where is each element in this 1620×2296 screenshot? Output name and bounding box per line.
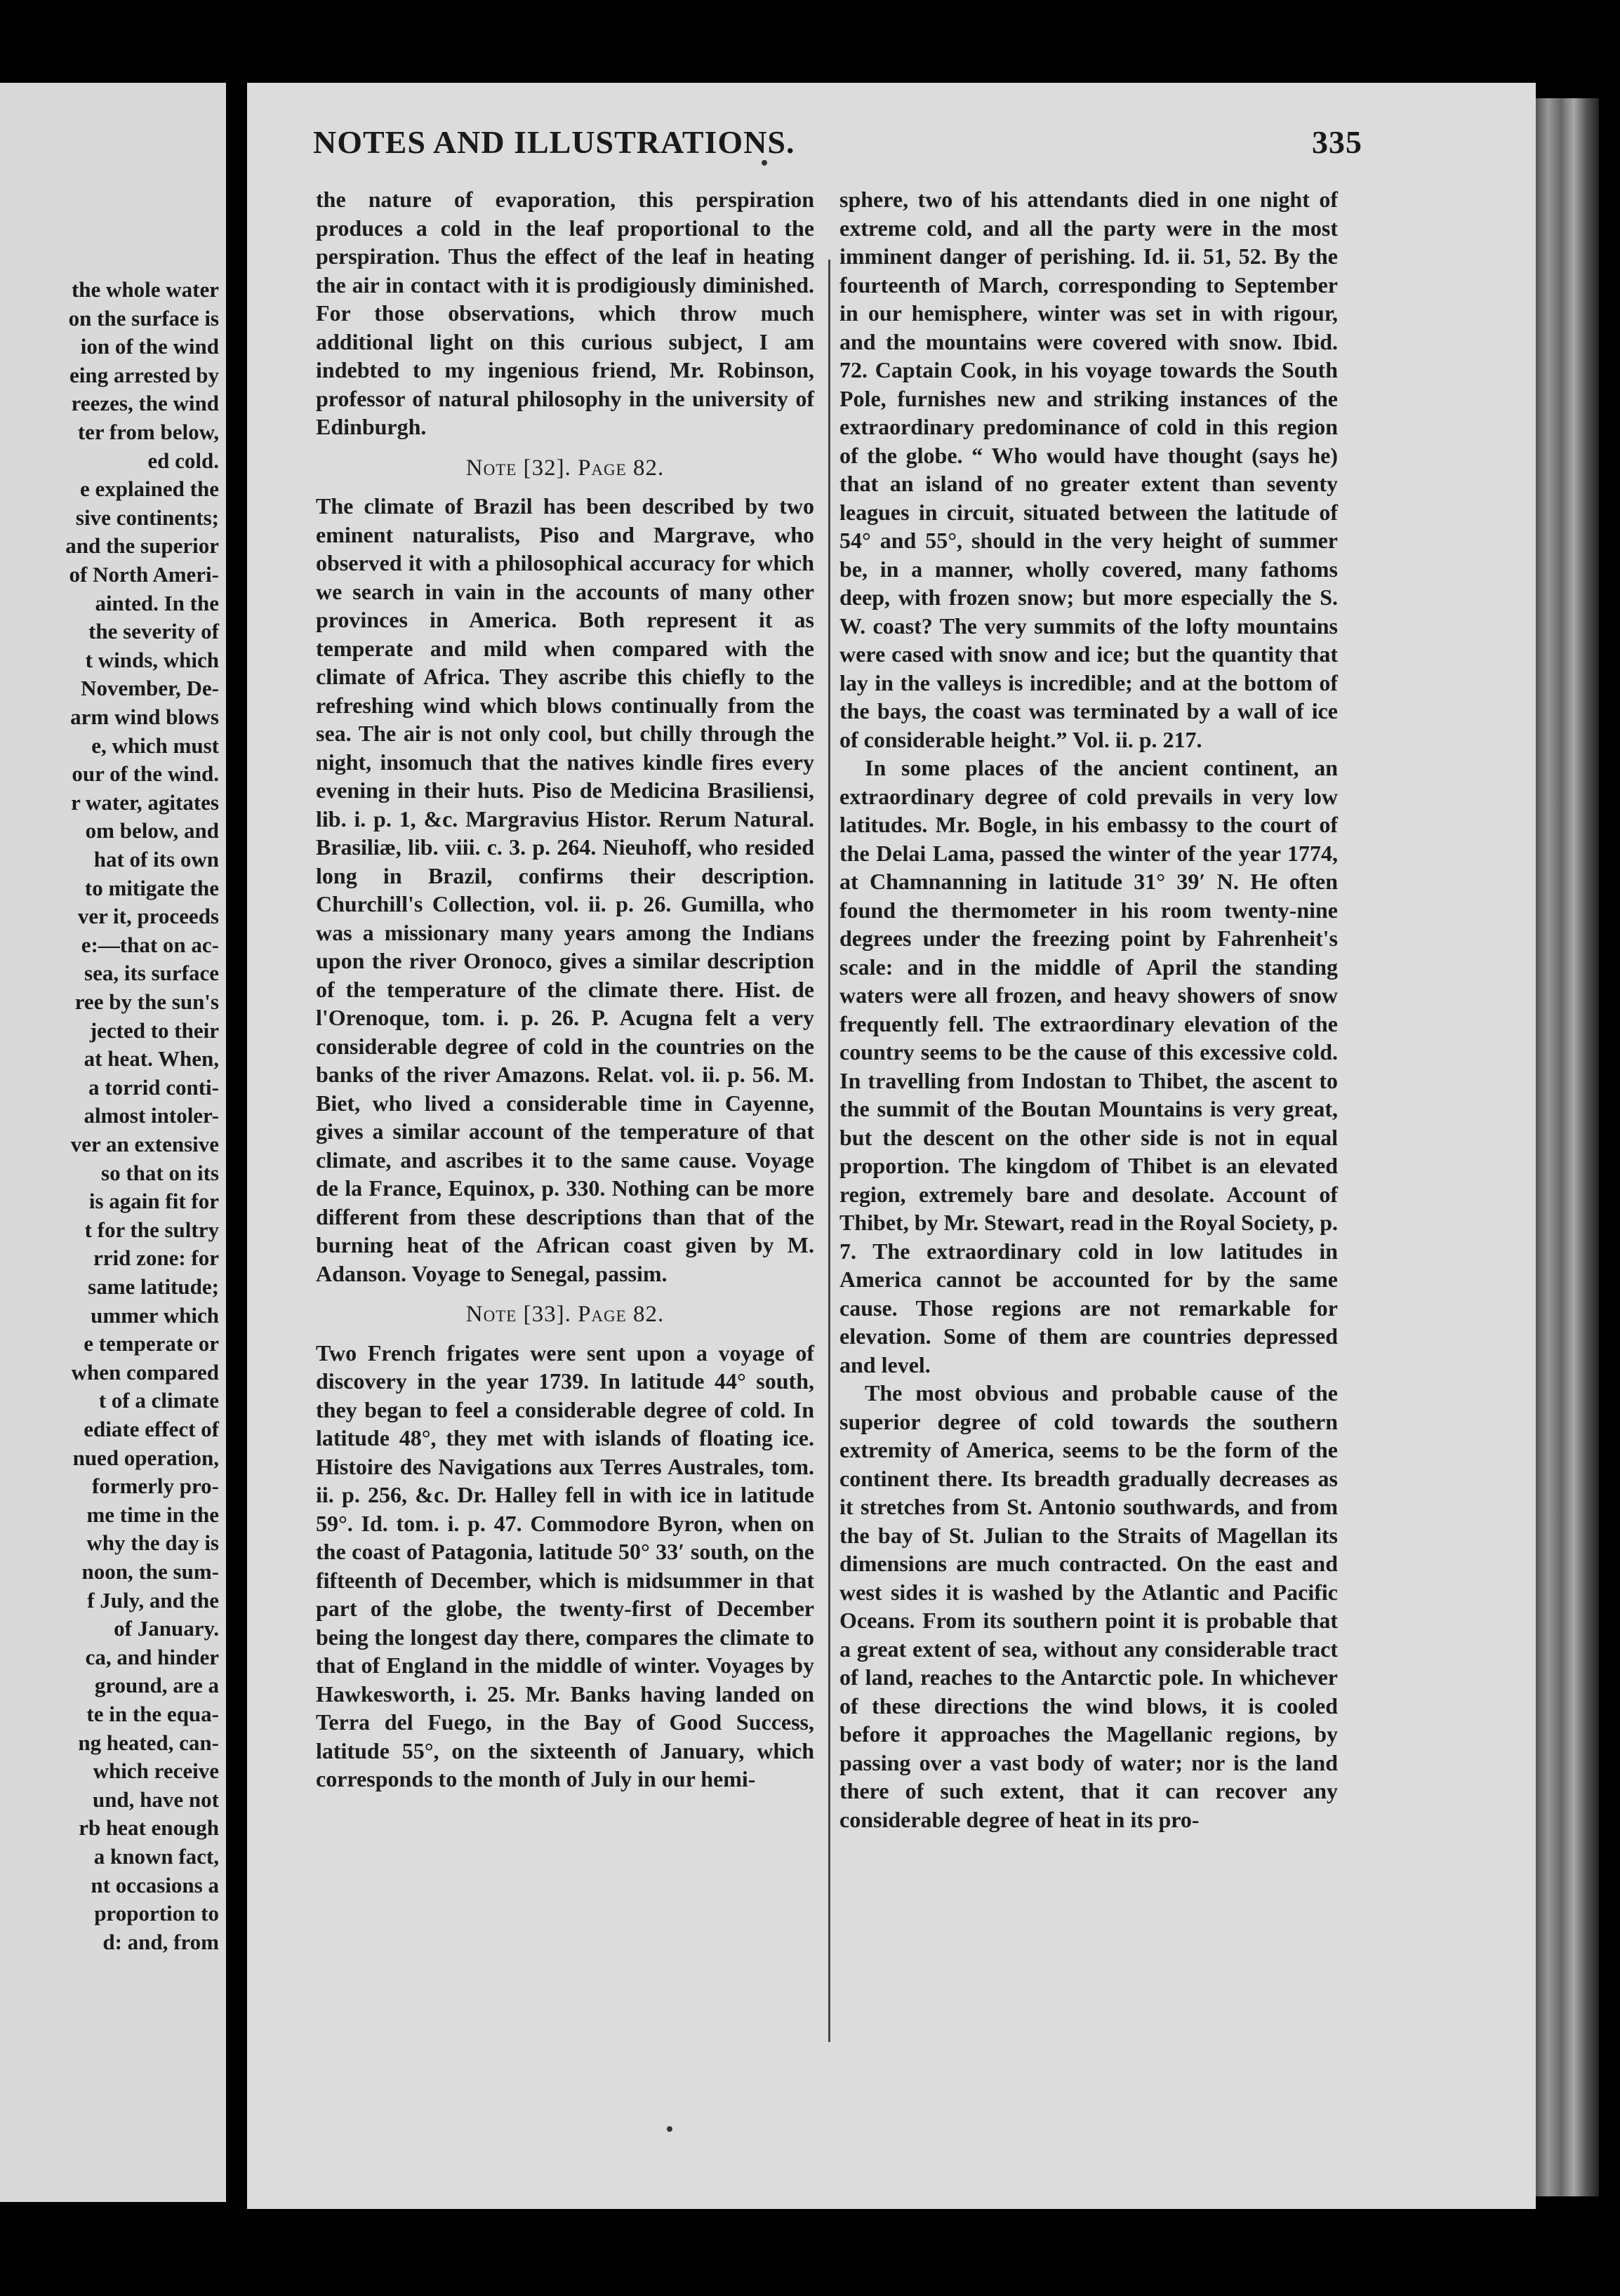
- left-page-line: on the surface is: [68, 305, 219, 331]
- left-page-line: to mitigate the: [84, 875, 219, 900]
- left-page-line: t for the sultry: [84, 1217, 219, 1242]
- left-page-line: d: and, from: [102, 1929, 219, 1954]
- left-page-line: e explained the: [79, 476, 219, 502]
- note-heading: Note [33]. Page 82.: [465, 1302, 665, 1327]
- left-page-edge: [0, 83, 226, 2202]
- left-page-line: which receive: [93, 1758, 219, 1784]
- left-page-line: nt occasions a: [91, 1872, 219, 1897]
- left-page-line: formerly pro-: [91, 1474, 219, 1499]
- left-page-line: ummer which: [91, 1302, 219, 1328]
- page-stack-edge: [1536, 98, 1599, 2196]
- column-rule: [828, 260, 830, 2042]
- left-page-line: proportion to: [94, 1901, 219, 1926]
- left-page-line: f July, and the: [87, 1587, 219, 1613]
- paragraph: The most obvious and probable cause of the superior degree of cold towards the southern extremity of America, seems to be the form of the continent there. Its breadth gradually decreases as it stretches from St. Antonio southwards, and from the bay of St. Julian to the Straits of Magellan its dimensions are much contracted. On the east and west sides it is washed by the Atlantic and Pacific Oceans. From its southern point it is probable that a great extent of sea, without any considerable tract of land, reaches to the Antarctic pole. In whichever of these directions the wind blows, it is cooled before it approaches the Magellanic regions, by passing over a vast body of water; nor is the land there of such extent, that it can recover any considerable degree of heat in its pro-: [839, 1380, 1338, 1832]
- left-page-line: why the day is: [86, 1530, 219, 1556]
- left-page-line: eing arrested by: [69, 362, 219, 387]
- left-page-line: ver an extensive: [70, 1132, 219, 1156]
- left-page-line: t winds, which: [85, 647, 219, 672]
- left-page-line: almost intoler-: [84, 1103, 219, 1128]
- left-page-line: the severity of: [88, 619, 219, 644]
- ink-dot: [762, 160, 767, 166]
- left-page-line: r water, agitates: [71, 789, 219, 815]
- left-page-line: our of the wind.: [72, 761, 219, 787]
- paragraph: sphere, two of his attendants died in one night of extreme cold, and all the party were in the most imminent danger of perishing. Id. ii. 51, 52. By the fourteenth of March, corresponding to September in our hemisphere, winter was set in with rigour, and the mountains were covered with snow. Ibid. 72. Captain Cook, in his voyage towards the South Pole, furnishes new and striking instances of the extraordinary predominance of cold in this region of the globe. “ Who would have thought (says he) that an island of no greater extent than seventy leagues in circuit, situated between the latitude of 54° and 55°, should in the very height of summer be, in a manner, wholly covered, many fathoms deep, with frozen snow; but more especially the S. W. coast? The very summits of the lofty mountains were cased with snow and ice; but the quantity that lay in the valleys is incredible; and at the bottom of the bays, the coast was terminated by a wall of ice of considerable height.” Vol. ii. p. 217.: [839, 187, 1338, 752]
- left-page-line: of North Ameri-: [69, 562, 219, 587]
- running-head-title: NOTES AND ILLUSTRATIONS.: [313, 124, 795, 160]
- left-page-line: ion of the wind: [80, 334, 219, 359]
- page-number: 335: [1312, 124, 1362, 160]
- left-page-line: jected to their: [89, 1017, 219, 1043]
- left-page-line: a known fact,: [93, 1844, 219, 1869]
- left-page-line: ver it, proceeds: [77, 904, 219, 929]
- left-page-line: nued operation,: [72, 1445, 219, 1470]
- ink-dot: [667, 2126, 672, 2132]
- paragraph: the nature of evaporation, this perspiration produces a cold in the leaf proportional to the perspiration. Thus the effect of the leaf in heating the air in contact with it is prodigiously diminished. For those observations, which throw much additional light on this curious subject, I am indebted to my ingenious friend, Mr. Robinson, professor of natural philosophy in the university of Edinburgh.: [316, 187, 814, 439]
- left-page-line: and the superior: [65, 533, 219, 559]
- left-page-line: when compared: [71, 1359, 219, 1384]
- left-page-line: so that on its: [101, 1160, 219, 1185]
- left-page-line: rb heat enough: [79, 1815, 219, 1841]
- left-page-line: ainted. In the: [95, 590, 219, 615]
- left-page-line: e temperate or: [84, 1331, 219, 1356]
- left-page-line: November, De-: [81, 676, 219, 701]
- left-page-line: sea, its surface: [84, 961, 219, 986]
- left-page-line: und, have not: [92, 1787, 219, 1812]
- left-page-line: arm wind blows: [70, 705, 219, 729]
- text-column-left: [316, 185, 814, 1794]
- left-page-line: ree by the sun's: [74, 989, 219, 1014]
- left-page-line: ed cold.: [147, 448, 219, 473]
- left-page-line: reezes, the wind: [71, 391, 219, 416]
- left-page-line: is again fit for: [88, 1189, 219, 1214]
- left-page-line: me time in the: [86, 1502, 219, 1527]
- paragraph: The climate of Brazil has been described by two eminent naturalists, Piso and Margrave, who observed it with a philosophical accuracy for which we search in vain in the accounts of many other provinces in America. Both represent it as temperate and mild when compared with the climate of Africa. They ascribe this chiefly to the refreshing wind which blows continually from the sea. The air is not only cool, but chilly through the night, insomuch that the natives kindle fires every evening in their huts. Piso de Medicina Brasiliensi, lib. i. p. 1, &c. Margravius Histor. Rerum Natural. Brasiliæ, lib. viii. c. 3. p. 264. Nieuhoff, who resided long in Brazil, confirms their description. Churchill's Collection, vol. ii. p. 26. Gumilla, who was a missionary many years among the Indians upon the river Oronoco, gives a similar description of the temperature of the climate there. Hist. de l'Orenoque, tom. i. p. 26. P. Acugna felt a very considerable degree of cold in the countries on the banks of the river Amazons. Relat. vol. ii. p. 56. M. Biet, who lived a considerable time in Cayenne, gives a similar account of the temperature of that climate, and ascribes it to the same cause. Voyage de la France, Equinox, p. 330. Nothing can be more different from these descriptions than that of the burning heat of the African coast given by M. Adanson. Voyage to Senegal, passim.: [316, 493, 814, 1286]
- left-page-line: ground, are a: [94, 1673, 219, 1698]
- left-page-line: t of a climate: [98, 1388, 219, 1413]
- left-page-line: ng heated, can-: [78, 1730, 219, 1755]
- left-page-line: ediate effect of: [84, 1417, 219, 1441]
- left-page-line: sive continents;: [75, 505, 219, 530]
- left-page-line: ter from below,: [77, 420, 219, 444]
- paragraph: In some places of the ancient continent, an extraordinary degree of cold prevails in very low latitudes. Mr. Bogle, in his embassy to the court of the Delai Lama, passed the winter of the year 1774, at Chamnanning in latitude 31° 39′ N. He often found the thermometer in his room twenty-nine degrees under the freezing point by Fahrenheit's scale: and in the middle of April the standing waters were all frozen, and heavy showers of snow frequently fell. The extraordinary elevation of the country seems to be the cause of this excessive cold. In travelling from Indostan to Thibet, the ascent to the summit of the Boutan Mountains is very great, but the descent on the other side is not in equal proportion. The kingdom of Thibet is an elevated region, extremely bare and desolate. Account of Thibet, by Mr. Stewart, read in the Royal Society, p. 7. The extraordinary cold in low latitudes in America cannot be accounted for by the same cause. Those regions are not remarkable for elevation. Some of them are countries depressed and level.: [839, 755, 1338, 1377]
- left-page-line: rrid zone: for: [93, 1246, 219, 1271]
- left-page-line: same latitude;: [88, 1274, 219, 1299]
- text-column-right: [839, 185, 1338, 1834]
- left-page-line: noon, the sum-: [81, 1559, 219, 1584]
- left-page-line: om below, and: [85, 818, 219, 843]
- left-page-line: the whole water: [71, 277, 219, 302]
- left-page-line: hat of its own: [93, 847, 219, 872]
- left-page-line: of January.: [114, 1616, 219, 1641]
- paragraph: Two French frigates were sent upon a voyage of discovery in the year 1739. In latitude 44° south, they began to feel a considerable degree of cold. In latitude 48°, they met with islands of floating ice. Histoire des Navigations aux Terres Australes, tom. ii. p. 256, &c. Dr. Halley fell in with ice in latitude 59°. Id. tom. i. p. 47. Commodore Byron, when on the coast of Patagonia, latitude 50° 33′ south, on the fifteenth of December, which is midsummer in that part of the globe, the twenty-first of December being the longest day there, compares the climate to that of England in the middle of winter. Voyages by Hawkesworth, i. 25. Mr. Banks having landed on Terra del Fuego, in the Bay of Good Success, latitude 55°, on the sixteenth of January, which corresponds to the month of July in our hemi-: [316, 1340, 814, 1791]
- left-page-line: a torrid conti-: [88, 1074, 219, 1100]
- left-page-line: ca, and hinder: [85, 1644, 219, 1669]
- left-page-line: e:—that on ac-: [81, 932, 219, 957]
- left-page-line: at heat. When,: [84, 1046, 219, 1072]
- note-heading: Note [32]. Page 82.: [465, 455, 665, 481]
- left-page-line: te in the equa-: [86, 1702, 219, 1726]
- book-gutter: [226, 0, 247, 2296]
- left-page-line: e, which must: [91, 733, 219, 758]
